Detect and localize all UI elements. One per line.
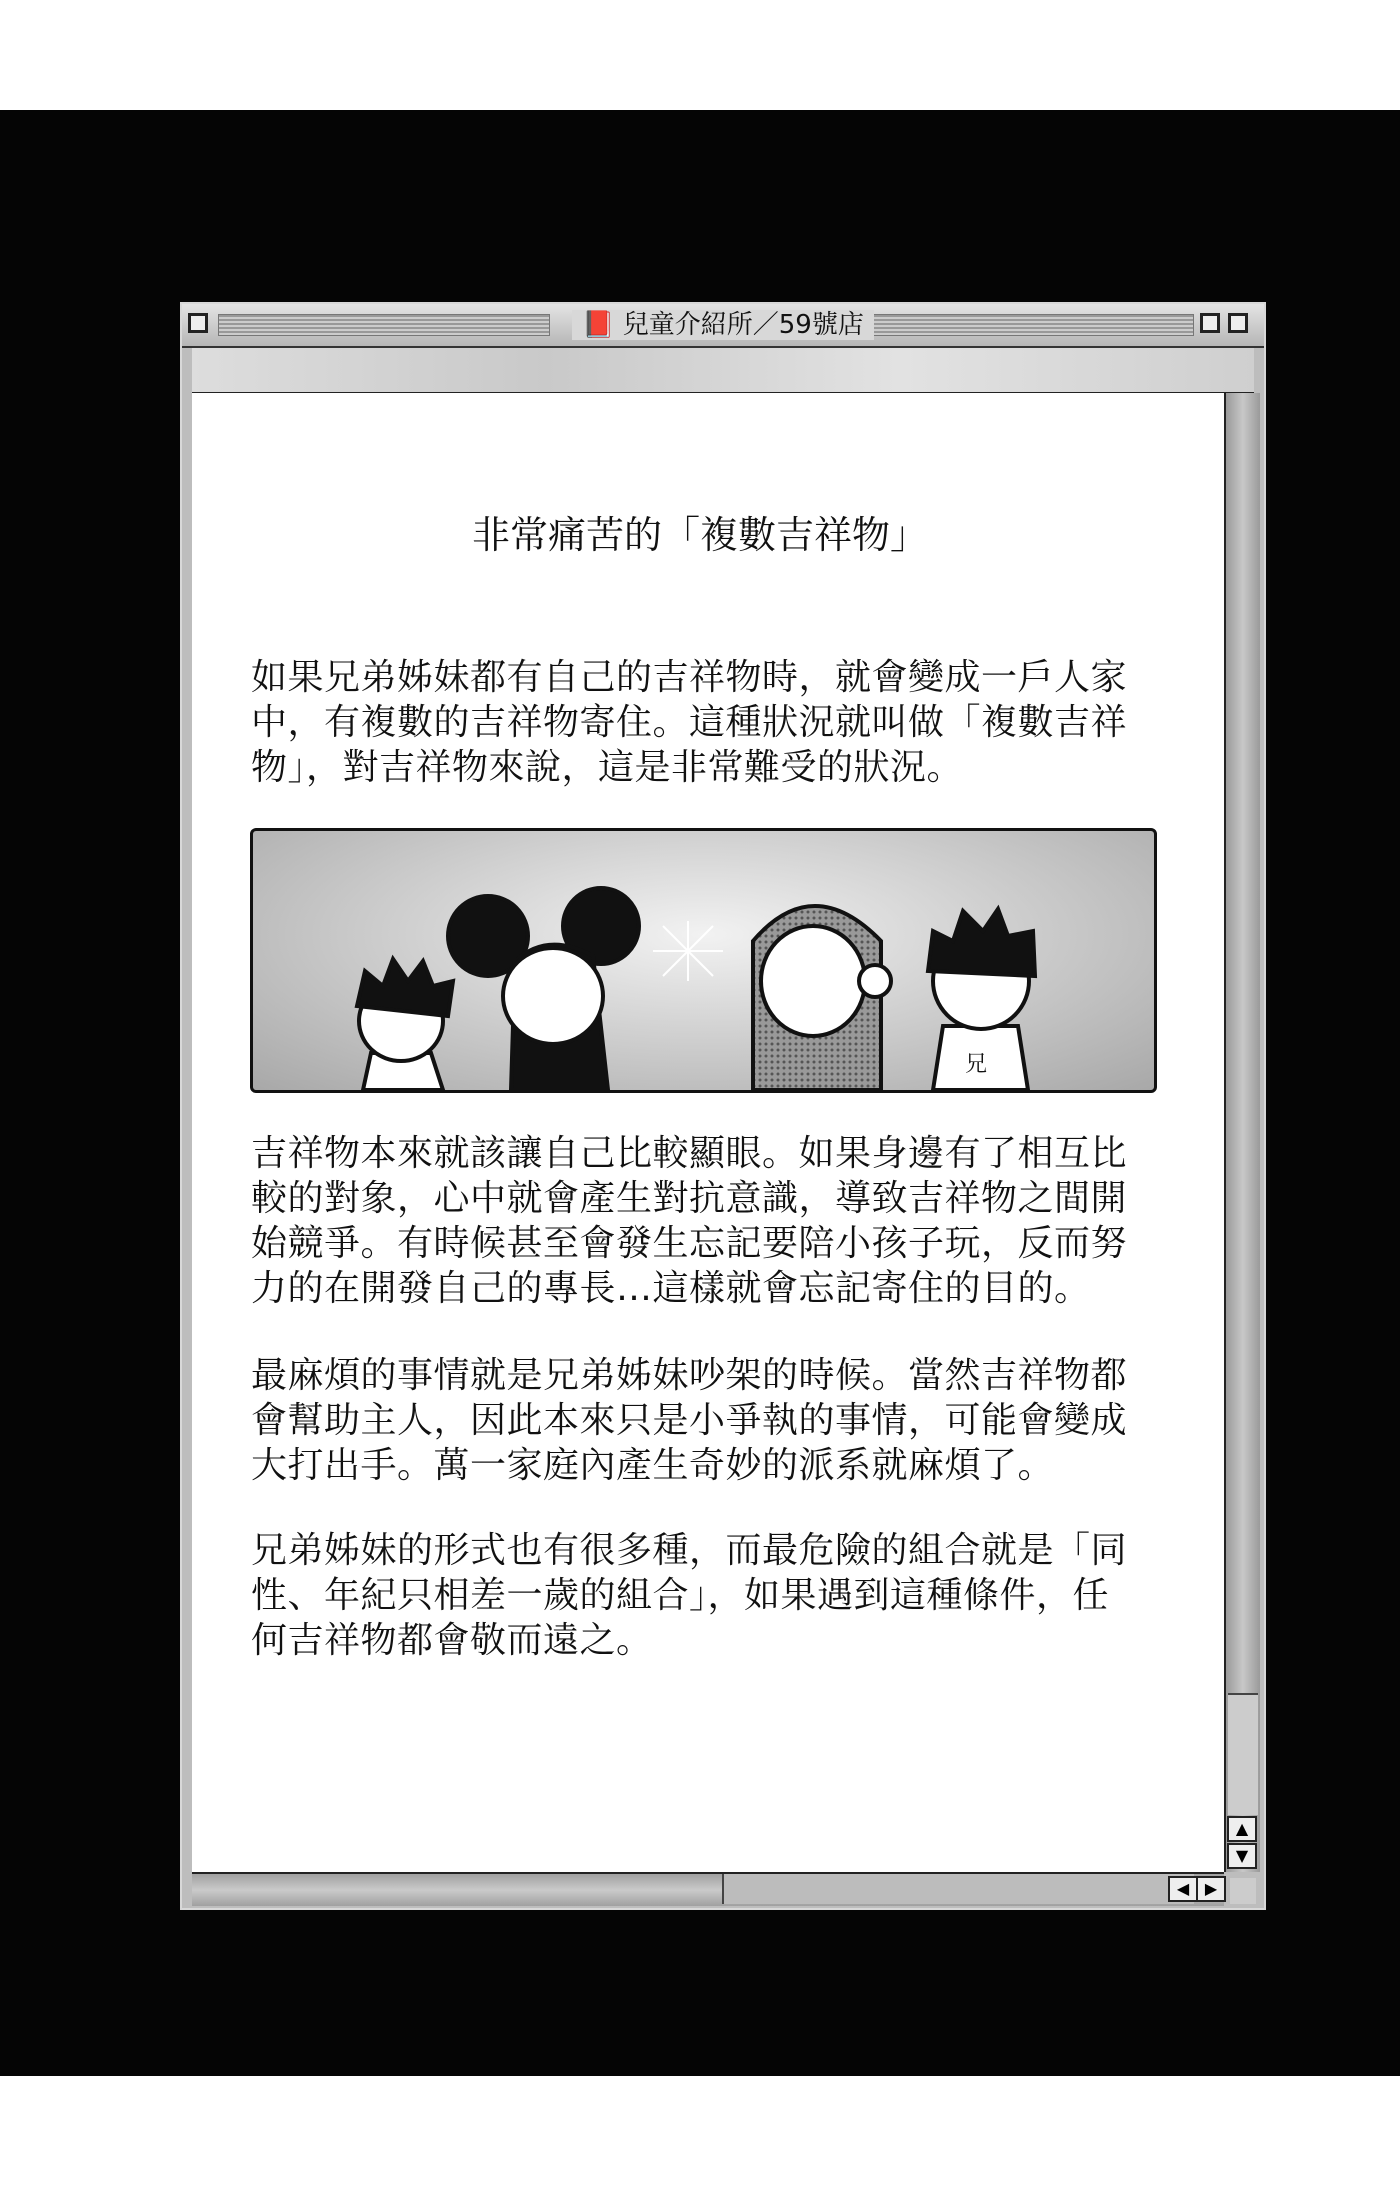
kid-left-hair bbox=[357, 959, 453, 1016]
arrow-down-icon: ▼ bbox=[1235, 1846, 1249, 1865]
arrow-left-icon: ◀ bbox=[1176, 1879, 1190, 1898]
text-line: 物」，對吉祥物來說，這是非常難受的狀況。 bbox=[251, 747, 964, 788]
vertical-scrollbar[interactable] bbox=[1224, 393, 1260, 1872]
arrow-right-icon: ▶ bbox=[1204, 1879, 1218, 1898]
text-line: 大打出手。萬一家庭內產生奇妙的派系就麻煩了。 bbox=[251, 1445, 1055, 1486]
resize-grip-icon[interactable] bbox=[1230, 1878, 1256, 1904]
window-title bbox=[182, 308, 1264, 342]
window-title-text: 兒童介紹所／59號店 bbox=[622, 310, 864, 340]
horizontal-scroll-thumb[interactable] bbox=[722, 1874, 1194, 1904]
text-line: 中，有複數的吉祥物寄住。這種狀況就叫做「複數吉祥 bbox=[251, 702, 1128, 743]
zoom-box-icon[interactable] bbox=[1200, 313, 1220, 333]
window-header-band bbox=[192, 348, 1254, 395]
text-line: 性、年紀只相差一歲的組合」，如果遇到這種條件，任 bbox=[251, 1575, 1110, 1616]
sparkle-icon bbox=[653, 921, 723, 981]
text-line: 兄弟姊妹的形式也有很多種，而最危險的組合就是「同 bbox=[251, 1530, 1128, 1571]
title-bar[interactable] bbox=[182, 304, 1264, 348]
collapse-box-icon[interactable] bbox=[1228, 313, 1248, 333]
illustration-panel bbox=[250, 828, 1157, 1093]
text-line: 會幫助主人，因此本來只是小爭執的事情，可能會變成 bbox=[251, 1400, 1128, 1441]
paragraph-3 bbox=[251, 1353, 1191, 1488]
book-icon: 📕 bbox=[582, 310, 615, 340]
kid-right-hair bbox=[928, 909, 1035, 976]
horizontal-scrollbar[interactable] bbox=[192, 1872, 1224, 1906]
scroll-right-button[interactable] bbox=[1196, 1876, 1226, 1902]
mascots-illustration bbox=[253, 831, 1154, 1090]
vertical-scroll-thumb[interactable] bbox=[1228, 1693, 1258, 1815]
mouse-mascot-face bbox=[503, 948, 603, 1044]
text-line: 力的在開發自己的專長…這樣就會忘記寄住的目的。 bbox=[251, 1268, 1091, 1309]
shirt-label: 兄 bbox=[965, 1052, 988, 1077]
scroll-up-button[interactable] bbox=[1227, 1816, 1257, 1842]
scroll-left-button[interactable] bbox=[1168, 1876, 1198, 1902]
text-line: 始競爭。有時候甚至會發生忘記要陪小孩子玩，反而努 bbox=[251, 1223, 1128, 1264]
text-line: 如果兄弟姊妹都有自己的吉祥物時，就會變成一戶人家 bbox=[251, 657, 1128, 698]
monkey-mascot-ear bbox=[859, 965, 891, 997]
scroll-down-button[interactable] bbox=[1227, 1843, 1257, 1869]
monkey-mascot-face bbox=[761, 926, 865, 1036]
article-heading: 非常痛苦的「複數吉祥物」 bbox=[471, 513, 928, 557]
text-line: 較的對象，心中就會產生對抗意識，導致吉祥物之間開 bbox=[251, 1178, 1128, 1219]
text-line: 吉祥物本來就該讓自己比較顯眼。如果身邊有了相互比 bbox=[251, 1133, 1128, 1174]
arrow-up-icon: ▲ bbox=[1235, 1819, 1249, 1838]
text-line: 最麻煩的事情就是兄弟姊妹吵架的時候。當然吉祥物都 bbox=[251, 1355, 1128, 1396]
paragraph-1 bbox=[251, 655, 1191, 790]
paragraph-2 bbox=[251, 1131, 1191, 1311]
paragraph-4 bbox=[251, 1528, 1191, 1663]
text-line: 何吉祥物都會敬而遠之。 bbox=[251, 1620, 653, 1661]
